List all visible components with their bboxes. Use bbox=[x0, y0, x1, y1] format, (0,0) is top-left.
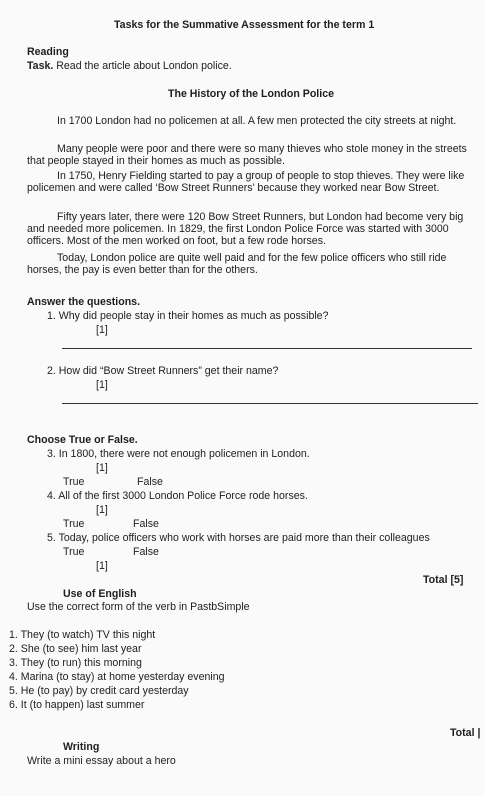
questions-heading: Answer the questions. bbox=[27, 296, 141, 308]
task-label: Task. bbox=[27, 60, 54, 72]
tf-statement: 4. All of the first 3000 London Police Force rode horses. bbox=[47, 490, 308, 502]
article-title: The History of the London Police bbox=[168, 88, 334, 100]
false-option[interactable]: False bbox=[137, 476, 163, 488]
task-text: Read the article about London police. bbox=[53, 60, 232, 72]
question-mark: [1] bbox=[96, 324, 108, 336]
article-paragraph: Today, London police are quite well paid and for the few police officers who still ride horses, the pay is even better than for the others. bbox=[27, 252, 447, 277]
question-item: 1. Why did people stay in their homes as much as possible? bbox=[47, 310, 329, 322]
true-option[interactable]: True bbox=[63, 518, 85, 530]
tf-statement: 5. Today, police officers who work with horses are paid more than their colleagues bbox=[47, 532, 430, 544]
use-of-english-heading: Use of English bbox=[63, 588, 137, 600]
verb-item: 6. It (to happen) last summer bbox=[9, 699, 145, 711]
article-paragraph: Many people were poor and there were so many thieves who stole money in the streets that people stayed in their homes as much as possible. bbox=[27, 143, 467, 168]
tf-statement: 3. In 1800, there were not enough policemen in London. bbox=[47, 448, 310, 460]
writing-heading: Writing bbox=[63, 741, 100, 753]
verb-item: 4. Marina (to stay) at home yesterday evening bbox=[9, 671, 225, 683]
true-option[interactable]: True bbox=[63, 476, 85, 488]
article-paragraph: In 1750, Henry Fielding started to pay a group of people to stop thieves. They were like policemen and were called ‘Bow Street Runners’ because they worked near Bow Street. bbox=[27, 170, 465, 195]
false-option[interactable]: False bbox=[133, 546, 159, 558]
reading-heading: Reading bbox=[27, 46, 69, 58]
article-paragraph: In 1700 London had no policemen at all. A few men protected the city streets at night. bbox=[57, 115, 457, 127]
use-of-english-total: Total | bbox=[450, 727, 481, 739]
true-false-heading: Choose True or False. bbox=[27, 434, 138, 446]
tf-mark: [1] bbox=[96, 504, 108, 516]
use-of-english-instruction: Use the correct form of the verb in PastbSimple bbox=[27, 601, 250, 613]
tf-total: Total [5] bbox=[423, 574, 464, 586]
tf-mark: [1] bbox=[96, 462, 108, 474]
true-option[interactable]: True bbox=[63, 546, 85, 558]
reading-task bbox=[27, 60, 232, 72]
verb-item: 3. They (to run) this morning bbox=[9, 657, 142, 669]
answer-line[interactable] bbox=[62, 403, 478, 404]
verb-item: 2. She (to see) him last year bbox=[9, 643, 142, 655]
answer-line[interactable] bbox=[62, 348, 472, 349]
verb-item: 5. He (to pay) by credit card yesterday bbox=[9, 685, 189, 697]
question-item: 2. How did “Bow Street Runners” get their name? bbox=[47, 365, 279, 377]
false-option[interactable]: False bbox=[133, 518, 159, 530]
tf-mark: [1] bbox=[96, 560, 108, 572]
question-mark: [1] bbox=[96, 379, 108, 391]
document-title: Tasks for the Summative Assessment for the term 1 bbox=[114, 19, 375, 31]
verb-item: 1. They (to watch) TV this night bbox=[9, 629, 156, 641]
writing-instruction: Write a mini essay about a hero bbox=[27, 755, 176, 767]
article-paragraph: Fifty years later, there were 120 Bow Street Runners, but London had become very big and needed more policemen. In 1829, the first London Police Force was started with 3000 officers. Most of the men worked on foot, but a few rode horses. bbox=[27, 211, 464, 248]
